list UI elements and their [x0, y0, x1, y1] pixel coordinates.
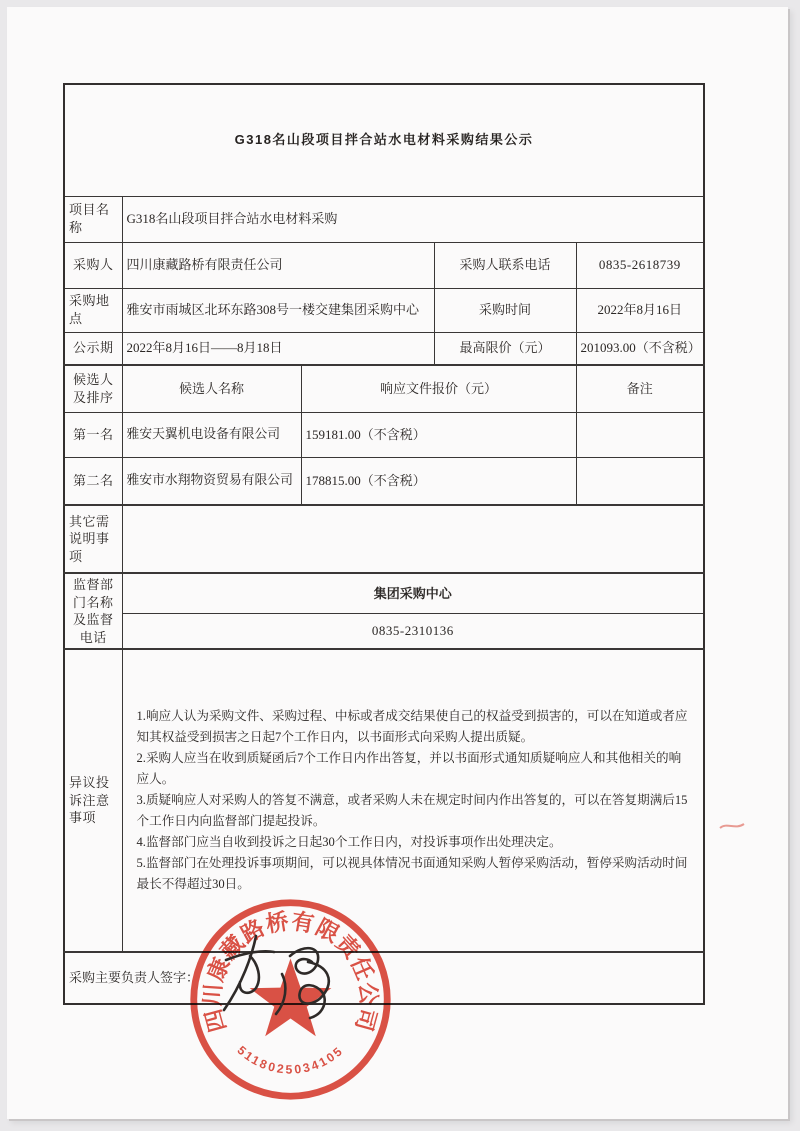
candidates-header-row — [64, 365, 704, 412]
candidate-price: 178815.00（不含税） — [301, 457, 576, 505]
table-row — [64, 288, 704, 332]
location-label: 采购地点 — [64, 288, 122, 332]
candidate-rank: 第二名 — [64, 457, 122, 505]
candidates-rank-label: 候选人及排序 — [64, 365, 122, 412]
project-name-value: G318名山段项目拌合站水电材料采购 — [122, 196, 704, 242]
candidate-remark — [576, 412, 704, 457]
seal-number: 5118025034105 — [234, 1043, 347, 1077]
max-price-label: 最高限价（元） — [434, 332, 576, 365]
seal-company-name: 四川康藏路桥有限责任公司 — [199, 908, 382, 1035]
location-value: 雅安市雨城区北环东路308号一楼交建集团采购中心 — [122, 288, 434, 332]
scan-artifact — [719, 820, 745, 832]
announcement-table — [63, 83, 705, 1005]
candidate-row — [64, 457, 704, 505]
supervision-department: 集团采购中心 — [122, 573, 704, 614]
candidate-rank: 第一名 — [64, 412, 122, 457]
candidate-price-header: 响应文件报价（元） — [301, 365, 576, 412]
page-title: G318名山段项目拌合站水电材料采购结果公示 — [64, 84, 704, 196]
publicity-label: 公示期 — [64, 332, 122, 365]
svg-text:5118025034105 — [234, 1043, 346, 1077]
objection-item: 4.监督部门应当自收到投诉之日起30个工作日内，对投诉事项作出处理决定。 — [136, 835, 562, 850]
candidate-name: 雅安市水翔物资贸易有限公司 — [122, 457, 301, 505]
purchaser-phone-value: 0835-2618739 — [576, 242, 704, 288]
signature-scribble — [212, 922, 362, 1027]
objection-notes — [127, 700, 700, 901]
max-price-value: 201093.00（不含税） — [576, 332, 704, 365]
table-row — [64, 505, 704, 573]
purchaser-value: 四川康藏路桥有限责任公司 — [122, 242, 434, 288]
purchaser-label: 采购人 — [64, 242, 122, 288]
objection-item: 3.质疑响应人对采购人的答复不满意，或者采购人未在规定时间内作出答复的，可以在答复期满后15个工作日内向监督部门提起投诉。 — [136, 793, 688, 829]
candidate-name-header: 候选人名称 — [122, 365, 301, 412]
project-name-label: 项目名称 — [64, 196, 122, 242]
table-row — [64, 196, 704, 242]
other-notes-label: 其它需说明事项 — [64, 505, 122, 573]
scanned-page — [7, 7, 788, 1119]
table-row — [64, 614, 704, 649]
table-row — [64, 332, 704, 365]
supervision-label: 监督部门名称及监督电话 — [64, 573, 122, 649]
candidate-row — [64, 412, 704, 457]
candidate-remark — [576, 457, 704, 505]
objection-item: 2.采购人应当在收到质疑函后7个工作日内作出答复，并以书面形式通知质疑响应人和其他相关的响应人。 — [136, 751, 682, 787]
table-row — [64, 242, 704, 288]
signer-label: 采购主要负责人签字： — [64, 952, 704, 1004]
supervision-phone: 0835-2310136 — [122, 614, 704, 649]
candidate-price: 159181.00（不含税） — [301, 412, 576, 457]
purchaser-phone-label: 采购人联系电话 — [434, 242, 576, 288]
candidate-remark-header: 备注 — [576, 365, 704, 412]
objection-item: 5.监督部门在处理投诉事项期间，可以视具体情况书面通知采购人暂停采购活动，暂停采购活动时间最长不得超过30日。 — [136, 856, 688, 892]
purchase-time-value: 2022年8月16日 — [576, 288, 704, 332]
publicity-value: 2022年8月16日——8月18日 — [122, 332, 434, 365]
purchase-time-label: 采购时间 — [434, 288, 576, 332]
table-row — [64, 573, 704, 614]
candidate-name: 雅安天翼机电设备有限公司 — [122, 412, 301, 457]
other-notes-value — [122, 505, 704, 573]
objection-item: 1.响应人认为采购文件、采购过程、中标或者成交结果使自己的权益受到损害的，可以在知道或者应知其权益受到损害之日起7个工作日内，以书面形式向采购人提出质疑。 — [136, 709, 688, 745]
objection-label: 异议投诉注意事项 — [64, 649, 122, 952]
